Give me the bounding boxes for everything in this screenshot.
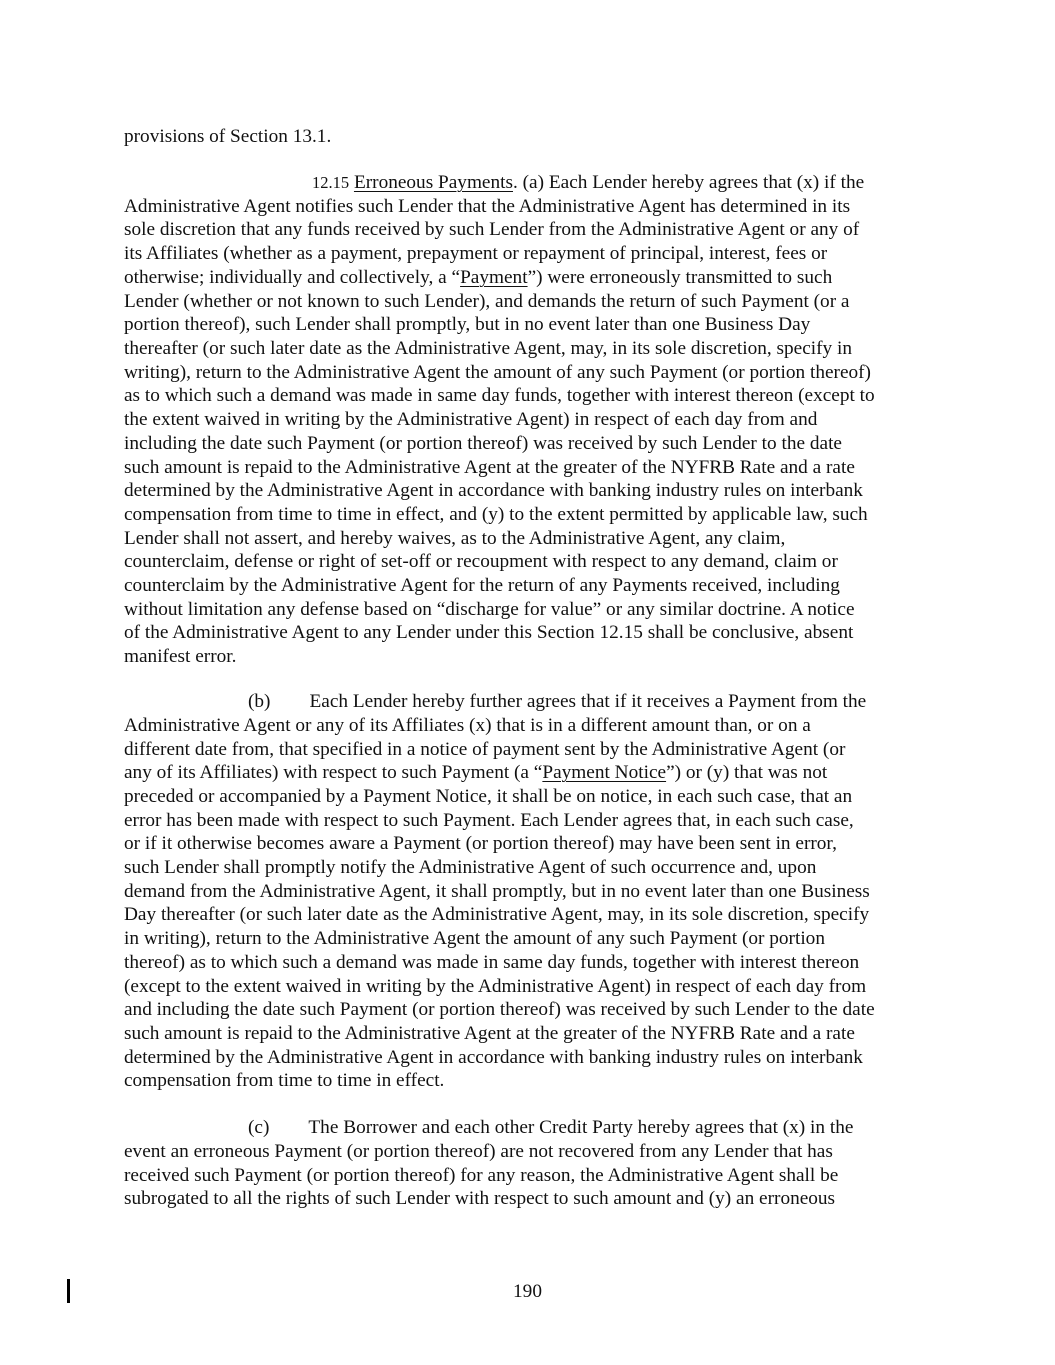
- para-a-line: of the Administrative Agent to any Lender under this Section 12.15 shall be conclusive, absent: [124, 622, 854, 643]
- para-b-line: such Lender shall promptly notify the Administrative Agent of such occurrence and, upon: [124, 857, 817, 878]
- para-a-line: Lender shall not assert, and hereby waives, as to the Administrative Agent, any claim,: [124, 528, 786, 549]
- para-a-line: including the date such Payment (or portion thereof) was received by such Lender to the date: [124, 433, 842, 454]
- section-heading: Erroneous Payments: [353, 172, 513, 193]
- intro-line: provisions of Section 13.1.: [124, 126, 332, 147]
- para-b-first-line: (b) Each Lender hereby further agrees that if it receives a Payment from the: [248, 691, 867, 712]
- para-a-line: Lender (whether or not known to such Lender), and demands the return of such Payment (or a: [124, 291, 850, 312]
- para-b-line: and including the date such Payment (or portion thereof) was received by such Lender to the date: [124, 999, 875, 1020]
- para-b-line: preceded or accompanied by a Payment Notice, it shall be on notice, in each such case, that an: [124, 786, 853, 807]
- para-b-line: such amount is repaid to the Administrative Agent at the greater of the NYFRB Rate and a rate: [124, 1023, 855, 1044]
- para-a-line: Administrative Agent notifies such Lender that the Administrative Agent has determined in its: [124, 196, 851, 217]
- para-b-line: (except to the extent waived in writing by the Administrative Agent) in respect of each day from: [124, 976, 867, 997]
- defined-term-payment-notice: Payment Notice: [542, 762, 667, 783]
- para-c-line: event an erroneous Payment (or portion thereof) are not recovered from any Lender that has: [124, 1141, 833, 1162]
- para-a-line: otherwise; individually and collectively, a “Payment”) were erroneously transmitted to such: [124, 267, 833, 288]
- para-a-line: compensation from time to time in effect, and (y) to the extent permitted by applicable law, such: [124, 504, 868, 525]
- para-c-line: subrogated to all the rights of such Lender with respect to such amount and (y) an erroneous: [124, 1188, 836, 1209]
- para-b-line: any of its Affiliates) with respect to such Payment (a “Payment Notice”) or (y) that was not: [124, 762, 828, 783]
- para-a-line: the extent waived in writing by the Administrative Agent) in respect of each day from and: [124, 409, 818, 430]
- para-b-line: error has been made with respect to such Payment. Each Lender agrees that, in each such case,: [124, 810, 854, 831]
- para-b-line: Administrative Agent or any of its Affiliates (x) that is in a different amount than, or on a: [124, 715, 811, 736]
- para-a-line: sole discretion that any funds received by such Lender from the Administrative Agent or any of: [124, 219, 860, 240]
- para-a-line: its Affiliates (whether as a payment, prepayment or repayment of principal, interest, fees or: [124, 243, 828, 264]
- para-b-label: (b): [248, 691, 271, 712]
- para-c-label: (c): [248, 1117, 270, 1138]
- para-c-first-line: (c) The Borrower and each other Credit Party hereby agrees that (x) in the: [248, 1117, 854, 1138]
- para-b-line: in writing), return to the Administrative Agent the amount of any such Payment (or portion: [124, 928, 825, 949]
- page-number: 190: [513, 1281, 542, 1302]
- para-b-line: Day thereafter (or such later date as the Administrative Agent, may, in its sole discretion, specify: [124, 904, 870, 925]
- para-b-line: compensation from time to time in effect.: [124, 1070, 445, 1091]
- para-a-line: counterclaim, defense or right of set-off or recoupment with respect to any demand, claim or: [124, 551, 838, 572]
- para-a-line: determined by the Administrative Agent in accordance with banking industry rules on interbank: [124, 480, 863, 501]
- para-c-line: received such Payment (or portion thereof) for any reason, the Administrative Agent shall be: [124, 1165, 839, 1186]
- para-a-line: writing), return to the Administrative Agent the amount of any such Payment (or portion thereof): [124, 362, 871, 383]
- para-a-line: thereafter (or such later date as the Administrative Agent, may, in its sole discretion, specify in: [124, 338, 853, 359]
- defined-term-payment: Payment: [460, 267, 528, 288]
- para-b-line: determined by the Administrative Agent in accordance with banking industry rules on interbank: [124, 1047, 863, 1068]
- para-b-line: or if it otherwise becomes aware a Payment (or portion thereof) may have been sent in error,: [124, 833, 837, 854]
- para-a-line: without limitation any defense based on “discharge for value” or any similar doctrine. A notice: [124, 599, 855, 620]
- para-a-line: as to which such a demand was made in same day funds, together with interest thereon (except to: [124, 385, 875, 406]
- para-a-line: manifest error.: [124, 646, 237, 667]
- para-a-line: . (a) Each Lender hereby agrees that (x) if the: [513, 172, 865, 193]
- para-b-line: different date from, that specified in a notice of payment sent by the Administrative Agent (or: [124, 739, 846, 760]
- para-a-line: portion thereof), such Lender shall promptly, but in no event later than one Business Day: [124, 314, 811, 335]
- para-b-line: demand from the Administrative Agent, it shall promptly, but in no event later than one Business: [124, 881, 870, 902]
- para-b-line: thereof) as to which such a demand was made in same day funds, together with interest thereon: [124, 952, 860, 973]
- para-a-line: counterclaim by the Administrative Agent for the return of any Payments received, including: [124, 575, 840, 596]
- section-heading-line: [312, 171, 864, 195]
- para-a-line: such amount is repaid to the Administrative Agent at the greater of the NYFRB Rate and a rate: [124, 457, 855, 478]
- section-number: 12.15: [312, 173, 350, 192]
